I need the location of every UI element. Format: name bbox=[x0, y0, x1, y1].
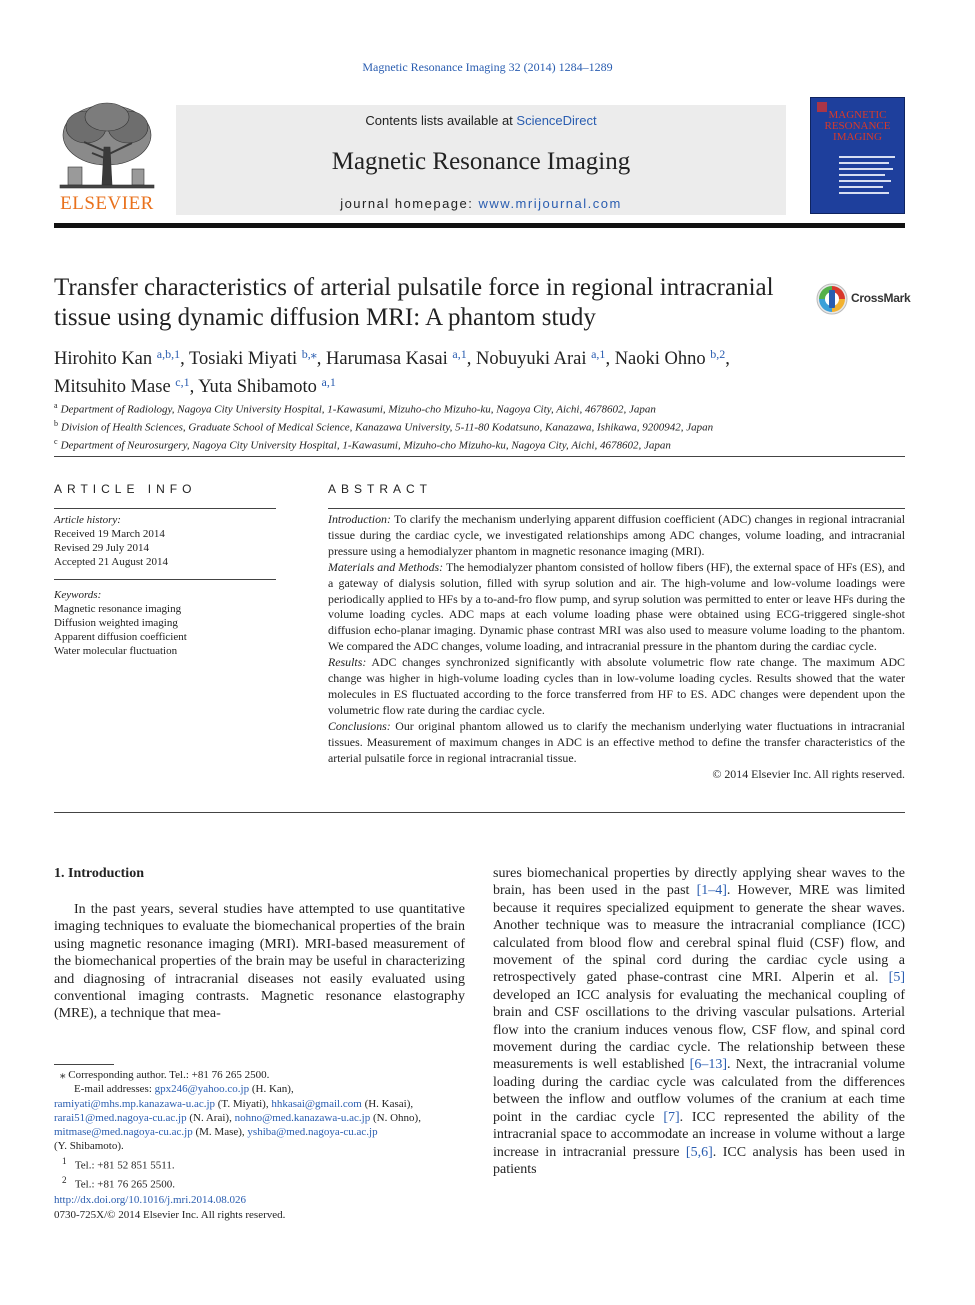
history-label: Article history: bbox=[54, 514, 121, 526]
history-list bbox=[54, 527, 276, 569]
journal-citation[interactable]: Magnetic Resonance Imaging 32 (2014) 1284–1289 bbox=[362, 60, 613, 74]
corresponding-author-note bbox=[54, 1068, 474, 1082]
email-owner: (M. Mase), bbox=[192, 1126, 248, 1139]
author-name[interactable]: Naoki Ohno bbox=[614, 349, 706, 369]
author-name[interactable]: Hirohito Kan bbox=[54, 349, 153, 369]
journal-banner bbox=[176, 105, 786, 215]
author-affiliation-mark[interactable]: b,2 bbox=[710, 347, 726, 361]
cover-decoration-icon bbox=[811, 98, 906, 215]
bottom-info bbox=[54, 1193, 474, 1222]
affiliation-key: a bbox=[54, 401, 58, 410]
intro-right-text-3: developed an ICC analysis for evaluating the mechanical coupling of brain and CSF oscillations to the driving vascular pulsations. Arterial flow into the cranium induces venous flow, CSF flow, and spinal cord movement during the cardiac cycle. The relationship between these measurements is well established bbox=[493, 987, 905, 1073]
intro-right-text-5: . ICC represented the ability of the intracranial space to accommodate an increase in volume without a large increase in intracranial pressure bbox=[493, 1109, 905, 1160]
footnote-2-mark: 2 bbox=[62, 1174, 67, 1185]
email-link[interactable]: hhkasai@gmail.com bbox=[271, 1097, 362, 1110]
elsevier-wordmark: ELSEVIER bbox=[60, 193, 154, 214]
author-name[interactable]: Mitsuhito Mase bbox=[54, 377, 171, 397]
affiliation-key: b bbox=[54, 419, 58, 429]
footnote-divider bbox=[54, 1064, 114, 1065]
abstract-results bbox=[328, 655, 905, 719]
affiliation-text: Department of Radiology, Nagoya City University Hospital, 1-Kawasumi, Mizuho-cho Mizuho-ku, Nagoya City, Aichi, 4678602, Japan bbox=[60, 403, 656, 416]
intro-right-text-4: . Next, the intracranial volume loading during the cardiac cycle was calculated from the differences between the inflow and outflow volumes of the cranium at each time point in the cardiac cycle bbox=[493, 1057, 905, 1125]
keyword-item: Water molecular fluctuation bbox=[54, 645, 178, 657]
abstract-conclusions-label: Conclusions: bbox=[328, 718, 391, 733]
elsevier-logo[interactable] bbox=[54, 97, 160, 215]
affiliation-item bbox=[54, 435, 905, 453]
intro-right-text-6: . ICC analysis has been used in patients bbox=[493, 1144, 905, 1177]
affiliation-text: Division of Health Sciences, Graduate School of Medical Science, Kanazawa University, 5-11-80 Kodatsuno, Kanazawa, Ishikawa, 9200942, Japan bbox=[61, 421, 714, 434]
author-name[interactable]: Yuta Shibamoto bbox=[198, 377, 317, 397]
article-title: Transfer characteristics of arterial pulsatile force in regional intracranial tissue using dynamic diffusion MRI: A phantom study bbox=[54, 274, 774, 331]
affiliation-key: c bbox=[54, 437, 58, 447]
history-item: Received 19 March 2014 bbox=[54, 528, 165, 540]
affiliations-divider bbox=[54, 456, 905, 457]
article-info-heading: ARTICLE INFO bbox=[54, 482, 197, 496]
abstract-introduction bbox=[328, 512, 905, 560]
sciencedirect-link[interactable]: ScienceDirect bbox=[516, 113, 597, 128]
abstract-copyright: © 2014 Elsevier Inc. All rights reserved. bbox=[712, 766, 905, 781]
abstract-methods-label: Materials and Methods: bbox=[328, 559, 444, 574]
history-item: Revised 29 July 2014 bbox=[54, 542, 150, 554]
keyword-item: Magnetic resonance imaging bbox=[54, 603, 182, 615]
journal-cover-image[interactable] bbox=[810, 97, 905, 214]
email-tail: (Y. Shibamoto). bbox=[54, 1140, 124, 1153]
history-item: Accepted 21 August 2014 bbox=[54, 556, 168, 568]
keyword-item: Apparent diffusion coefficient bbox=[54, 631, 187, 643]
email-addresses bbox=[54, 1082, 474, 1139]
abstract-methods-text: The hemodialyzer phantom consisted of hollow fibers (HF), the external space of HFs (ES), and a gateway of dialysis solution, filled with syrup solution and air. The high-volume and low-volume loadings were periodically applied to HFs by a to-and-fro flow pump, and syrup solution was permitted to enter or leave HFs during the volume loading cycles. ADC maps at each volume loading phase were obtained using ECG-triggered single-shot diffusion echo-planar imaging. Dynamic phase contrast MRI was also used to measure volume loading to the phantom. We compared the ADC changes, volume loading, and intracranial pressure in the phantom during the cardiac cycle. bbox=[328, 559, 905, 654]
keywords-label: Keywords: bbox=[54, 589, 102, 601]
crossmark-button[interactable] bbox=[815, 282, 910, 316]
cover-title: MAGNETIC RESONANCE IMAGING bbox=[824, 109, 891, 143]
affiliation-item bbox=[54, 399, 905, 417]
abstract-conclusions bbox=[328, 719, 905, 767]
abstract-methods bbox=[328, 560, 905, 655]
elsevier-tree-icon bbox=[54, 97, 160, 193]
affiliation-item bbox=[54, 417, 905, 435]
intro-right-text-2: . However, MRE was limited because it requires specialized equipment to generate the shear waves. Another technique was to measure the intracranial compliance (ICC) calculated from blood flow and cerebral spinal fluid (CSF) flow, and movement of the spinal cord during the cardiac cycle using a retrospectively gated phase-contrast cine MRI. Alperin et al. bbox=[493, 883, 906, 986]
author-affiliation-mark[interactable]: a,1 bbox=[591, 347, 606, 361]
introduction-heading: 1. Introduction bbox=[54, 866, 144, 881]
reference-link[interactable]: [6–13] bbox=[689, 1057, 727, 1073]
footnotes bbox=[54, 1064, 474, 1192]
author-name[interactable]: Harumasa Kasai bbox=[326, 349, 448, 369]
email-owner: (H. Kan), bbox=[249, 1083, 294, 1096]
footnote-2 bbox=[54, 1173, 474, 1192]
email-owner: (T. Miyati), bbox=[215, 1097, 272, 1110]
crossmark-label: CrossMark bbox=[851, 291, 911, 305]
author-name[interactable]: Nobuyuki Arai bbox=[476, 349, 587, 369]
affiliation-text: Department of Neurosurgery, Nagoya City University Hospital, 1-Kawasumi, Mizuho-cho Mizuho-ku, Nagoya City, Aichi, 4678602, Japan bbox=[60, 439, 671, 452]
abstract-bottom-divider bbox=[54, 812, 905, 813]
homepage-prefix: journal homepage: bbox=[340, 196, 479, 211]
email-owner: (H. Kasai), bbox=[361, 1097, 414, 1110]
corresponding-mark: ⁎ bbox=[60, 1069, 66, 1081]
email-link[interactable]: yshiba@med.nagoya-cu.ac.jp bbox=[247, 1126, 378, 1139]
journal-title: Magnetic Resonance Imaging bbox=[331, 148, 631, 175]
intro-left-column: In the past years, several studies have attempted to use quantitative imaging techniques to evaluate the biomechanical properties of the brain using magnetic resonance imaging (MRI). MRI-based measurement of the biomechanical properties of the brain may be useful in characterizing and diagnosing of intracranial diseases not easily evaluated using conventional imaging contrasts. Magnetic resonance elastography (MRE), a technique that mea- bbox=[54, 902, 465, 1022]
keyword-list bbox=[54, 602, 276, 658]
author-name[interactable]: Tosiaki Miyati bbox=[189, 349, 298, 369]
issn-line: 0730-725X/© 2014 Elsevier Inc. All rights reserved. bbox=[54, 1208, 286, 1221]
author-affiliation-mark[interactable]: c,1 bbox=[175, 375, 190, 389]
author-affiliation-mark[interactable]: a,b,1 bbox=[156, 347, 181, 361]
abstract-divider bbox=[328, 508, 905, 509]
reference-link[interactable]: [7] bbox=[663, 1109, 680, 1125]
keywords-divider bbox=[54, 579, 276, 580]
contents-prefix: Contents lists available at bbox=[365, 113, 517, 128]
corresponding-text: Corresponding author. Tel.: +81 76 265 2500. bbox=[65, 1069, 270, 1081]
abstract-conclusions-text: Our original phantom allowed us to clarify the mechanism underlying water fluctuations in intracranial tissues. Measurement of maximum changes in ADC is an effective method to define the transfer characteristics of the arterial pulsatile force in regional intracranial tissue. bbox=[328, 718, 905, 765]
abstract-results-text: ADC changes synchronized significantly with absolute volumetric flow rate change. The maximum ADC change was higher in high-volume loading cycles than in low-volume loading cycles. Results showed that the water molecules in ES fluctuated according to the force transferred from HF to ES. ADC changes were dependent upon the volumetric flow rate during the cardiac cycle. bbox=[328, 655, 905, 717]
email-link[interactable]: gpx246@yahoo.co.jp bbox=[154, 1083, 250, 1096]
email-link[interactable]: nohno@med.kanazawa-u.ac.jp bbox=[234, 1111, 371, 1124]
doi-link[interactable]: http://dx.doi.org/10.1016/j.mri.2014.08.026 bbox=[54, 1194, 246, 1206]
abstract-body bbox=[328, 512, 905, 782]
email-owner: (N. Arai), bbox=[186, 1111, 235, 1124]
abstract-heading: ABSTRACT bbox=[328, 482, 433, 496]
author-affiliation-mark[interactable]: a,1 bbox=[452, 347, 467, 361]
reference-link[interactable]: [5,6] bbox=[685, 1144, 713, 1160]
abstract-intro-label: Introduction: bbox=[328, 512, 391, 526]
journal-header bbox=[54, 97, 905, 215]
email-link[interactable]: ramiyati@mhs.mp.kanazawa-u.ac.jp bbox=[54, 1097, 216, 1110]
footnote-2-text: Tel.: +81 76 265 2500. bbox=[74, 1178, 175, 1191]
reference-link[interactable]: [1–4] bbox=[696, 883, 727, 899]
contents-line bbox=[176, 113, 786, 128]
footnote-1-text: Tel.: +81 52 851 5511. bbox=[74, 1159, 175, 1172]
email-link[interactable]: rarai51@med.nagoya-cu.ac.jp bbox=[54, 1111, 187, 1124]
affiliation-list bbox=[54, 399, 905, 453]
article-info bbox=[54, 513, 276, 658]
author-affiliation-mark[interactable]: b,⁎ bbox=[301, 347, 317, 361]
article-info-divider bbox=[54, 508, 276, 509]
email-label: E-mail addresses: bbox=[74, 1083, 152, 1096]
homepage-line bbox=[176, 196, 786, 211]
abstract-results-label: Results: bbox=[328, 655, 367, 670]
abstract-intro-text: To clarify the mechanism underlying apparent diffusion coefficient (ADC) changes in regional intracranial tissue during the cardiac cycle, we investigated relationships among ADC changes, volume loading, and intracranial pressure using a hemodialyzer phantom in magnetic resonance imaging (MRI). bbox=[328, 512, 905, 558]
reference-link[interactable]: [5] bbox=[888, 970, 905, 986]
homepage-link[interactable]: www.mrijournal.com bbox=[478, 196, 622, 211]
email-owner: (N. Ohno), bbox=[370, 1111, 421, 1124]
email-link[interactable]: mitmase@med.nagoya-cu.ac.jp bbox=[54, 1126, 193, 1139]
author-list: Hirohito Kan $^{a,b,1}$, Tosiaki Miyati $^{b,⁎}$, Harumasa Kasai $^{a,1}$, Nobuyuki Arai $^{a,1}$, Naoki Ohno $^{b,2}$, Mitsuhito Mase $^{c,1}$, Yuta Shibamoto $^{a,1}$ bbox=[54, 347, 730, 397]
footnote-1 bbox=[54, 1154, 474, 1173]
crossmark-icon bbox=[815, 282, 849, 316]
intro-right-column bbox=[493, 865, 905, 1178]
footnote-1-mark: 1 bbox=[62, 1155, 67, 1166]
header-divider bbox=[54, 223, 905, 228]
author-affiliation-mark[interactable]: a,1 bbox=[321, 375, 336, 389]
keyword-item: Diffusion weighted imaging bbox=[54, 617, 178, 629]
intro-right-text-1: sures biomechanical properties by directly applying shear waves to the brain, has been used in the past bbox=[493, 866, 905, 899]
